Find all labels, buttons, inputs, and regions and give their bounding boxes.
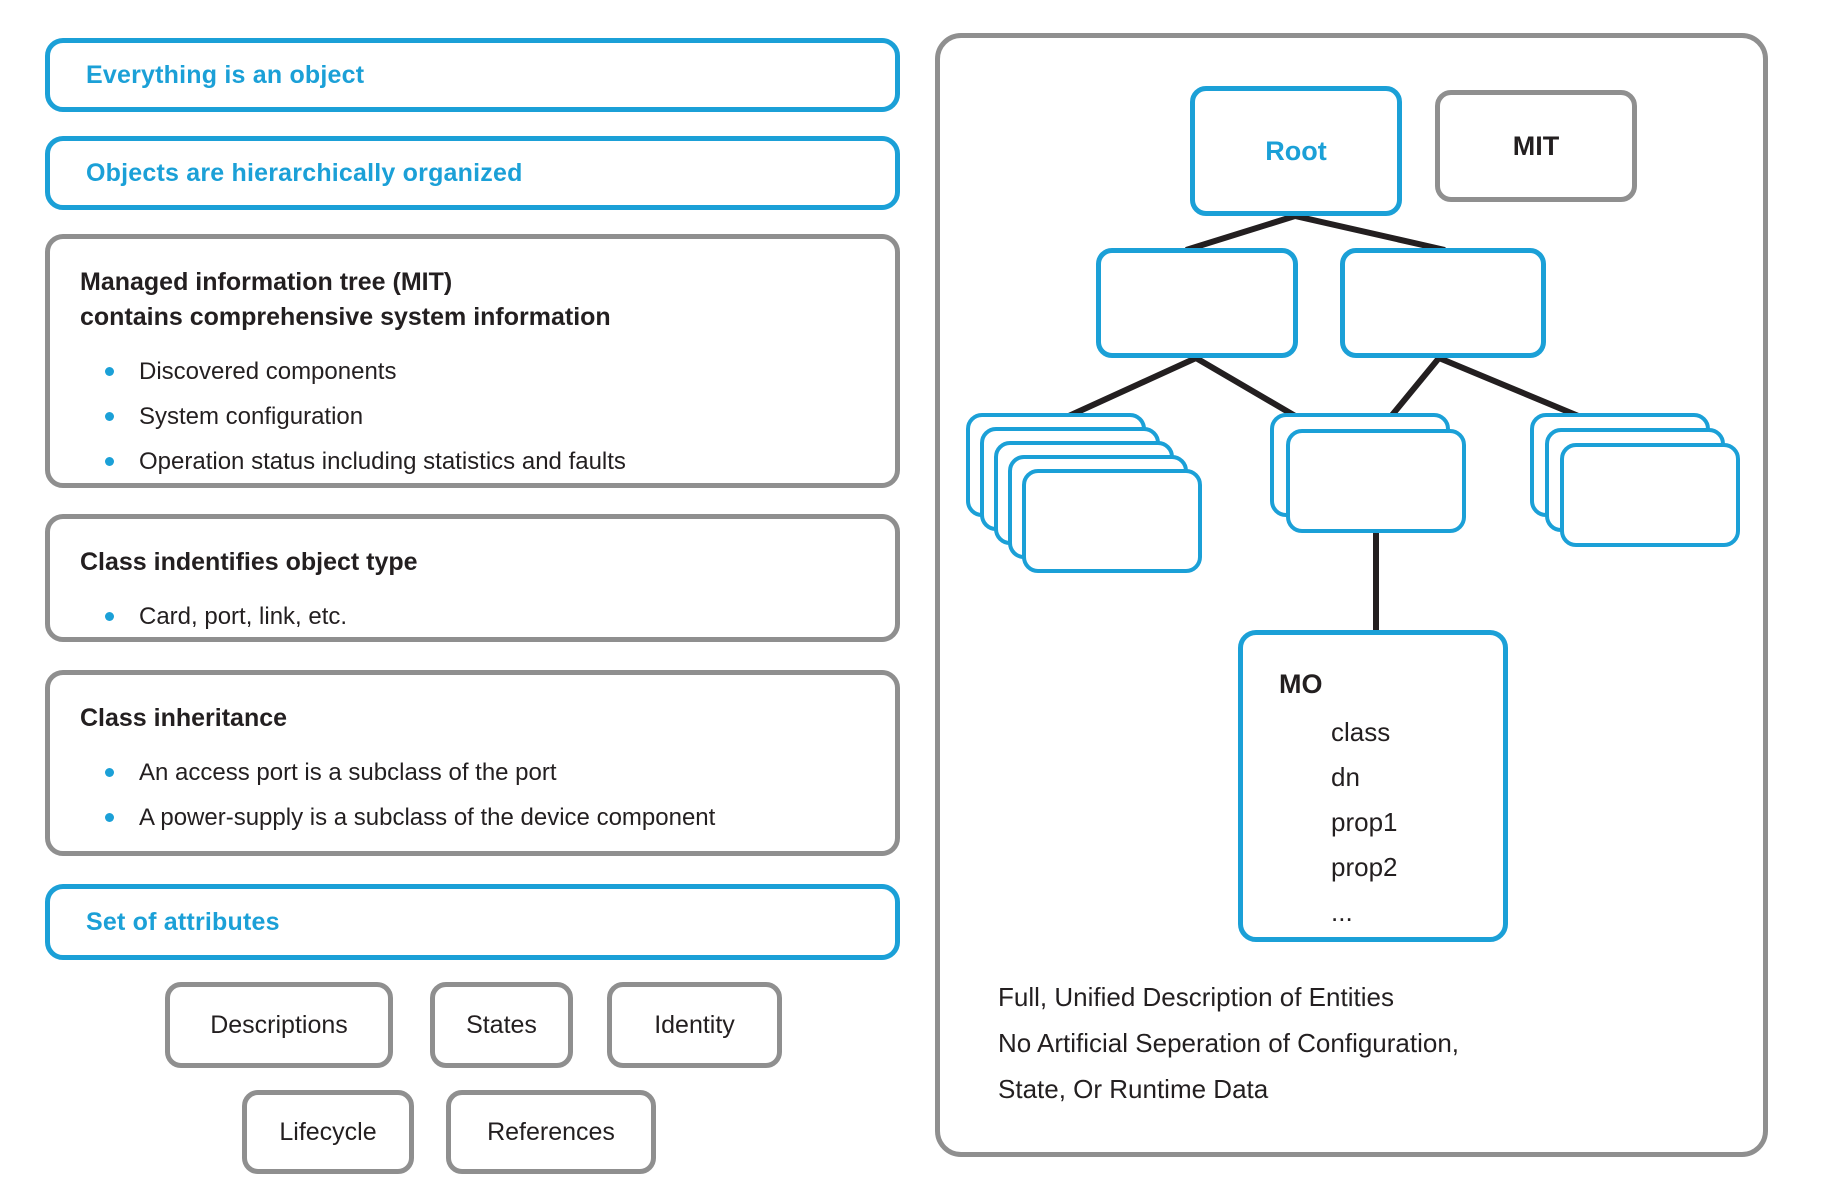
bullet-text: Card, port, link, etc. bbox=[139, 602, 348, 630]
list-item bbox=[80, 439, 867, 484]
bullet-text: Operation status including statistics and faults bbox=[139, 447, 626, 475]
mo-field: class bbox=[1331, 717, 1391, 747]
stacked-node bbox=[1560, 443, 1740, 547]
section-mit-title-line1: Managed information tree (MIT) bbox=[80, 268, 453, 296]
caption-line: Full, Unified Description of Entities bbox=[998, 982, 1394, 1012]
mo-field: dn bbox=[1331, 762, 1360, 792]
list-item bbox=[80, 594, 867, 639]
bullet-dot-icon bbox=[105, 457, 114, 466]
banner-set-of-attributes-label: Set of attributes bbox=[86, 907, 280, 936]
section-class-bullets bbox=[80, 594, 867, 639]
mit-legend-node: MIT bbox=[1435, 90, 1637, 202]
tree-node-root: Root bbox=[1190, 86, 1402, 216]
attribute-tag-references: References bbox=[446, 1090, 656, 1174]
bullet-dot-icon bbox=[105, 768, 114, 777]
mo-field: ... bbox=[1331, 897, 1353, 927]
attribute-tag-states: States bbox=[430, 982, 573, 1068]
bullet-text: System configuration bbox=[139, 402, 364, 430]
banner-hierarchically-organized bbox=[45, 136, 900, 210]
section-managed-information-tree bbox=[45, 234, 900, 488]
diagram-caption bbox=[998, 974, 1698, 1112]
section-mit-title-line2: contains comprehensive system information bbox=[80, 303, 611, 331]
banner-set-of-attributes bbox=[45, 884, 900, 960]
section-mit-title bbox=[80, 265, 867, 335]
banner-everything-object bbox=[45, 38, 900, 112]
list-item bbox=[80, 394, 867, 439]
section-inheritance-bullets bbox=[80, 750, 867, 840]
mo-fields bbox=[1331, 710, 1503, 935]
bullet-dot-icon bbox=[105, 412, 114, 421]
bullet-dot-icon bbox=[105, 612, 114, 621]
banner-hierarchically-organized-label: Objects are hierarchically organized bbox=[86, 158, 523, 187]
bullet-dot-icon bbox=[105, 367, 114, 376]
section-mit-bullets bbox=[80, 349, 867, 484]
bullet-text: Discovered components bbox=[139, 357, 397, 385]
mo-title: MO bbox=[1279, 669, 1323, 699]
caption-line: State, Or Runtime Data bbox=[998, 1074, 1269, 1104]
section-class-title: Class indentifies object type bbox=[80, 548, 418, 576]
list-item bbox=[80, 750, 867, 795]
stacked-node bbox=[1022, 469, 1202, 573]
stacked-node bbox=[1286, 429, 1466, 533]
attribute-tag-lifecycle: Lifecycle bbox=[242, 1090, 414, 1174]
bullet-text: A power-supply is a subclass of the device component bbox=[139, 803, 716, 831]
mo-field: prop1 bbox=[1331, 807, 1398, 837]
attribute-tag-descriptions: Descriptions bbox=[165, 982, 393, 1068]
list-item bbox=[80, 795, 867, 840]
section-inheritance-title: Class inheritance bbox=[80, 704, 288, 732]
mit-diagram-panel bbox=[935, 33, 1768, 1157]
bullet-text: An access port is a subclass of the port bbox=[139, 758, 557, 786]
mo-field: prop2 bbox=[1331, 852, 1398, 882]
tree-node-level2-right bbox=[1340, 248, 1546, 358]
section-class-identifies bbox=[45, 514, 900, 642]
mo-detail-box bbox=[1238, 630, 1508, 942]
tree-node-level2-left bbox=[1096, 248, 1298, 358]
banner-everything-object-label: Everything is an object bbox=[86, 60, 365, 89]
section-class-inheritance bbox=[45, 670, 900, 856]
bullet-dot-icon bbox=[105, 813, 114, 822]
caption-line: No Artificial Seperation of Configuration, bbox=[998, 1028, 1460, 1058]
attribute-tag-identity: Identity bbox=[607, 982, 782, 1068]
list-item bbox=[80, 349, 867, 394]
